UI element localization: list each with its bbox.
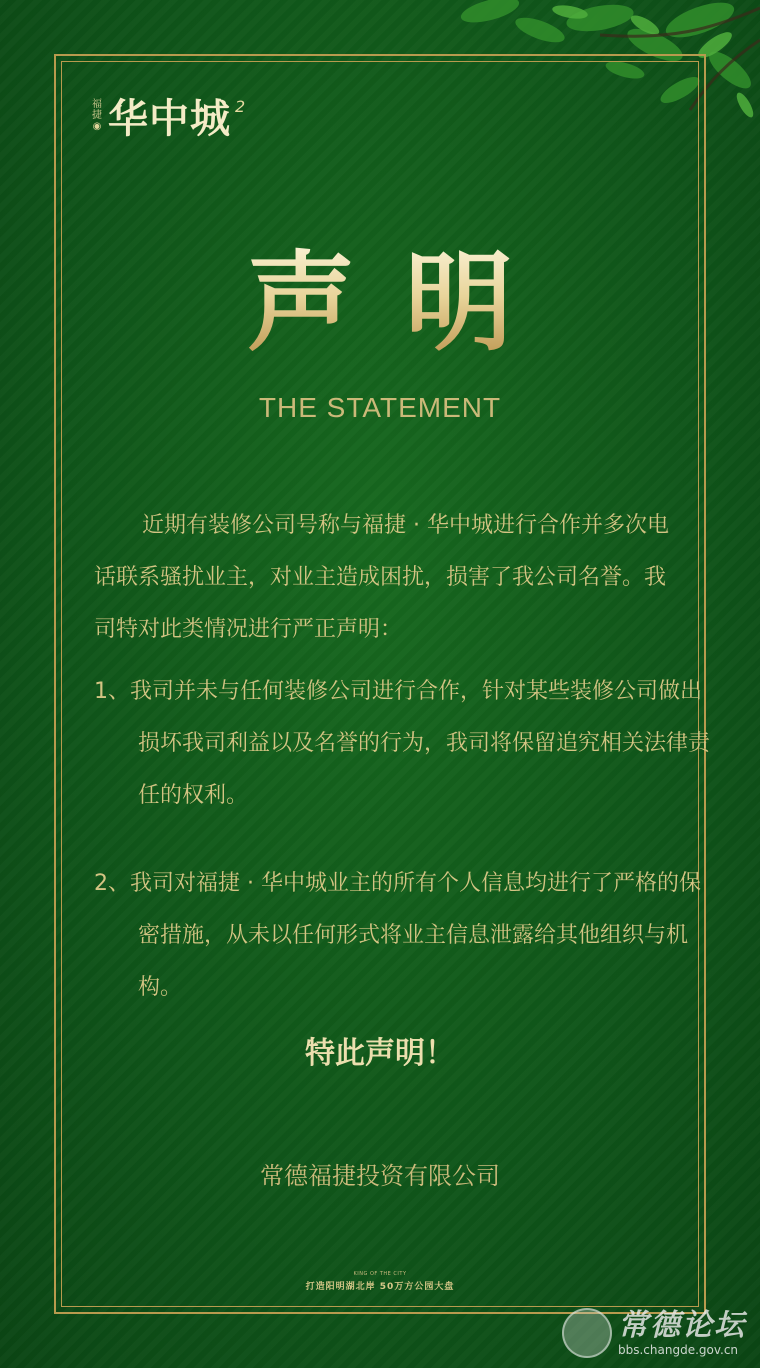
logo-brand-small: 福 捷 ◉: [92, 98, 102, 132]
page-subtitle: THE STATEMENT: [258, 392, 502, 423]
statement-item-1: 1、我司并未与任何装修公司进行合作，针对某些装修公司做出损坏我司利益以及名誉的行为，我司将保留追究相关法律责任的权利。: [94, 679, 711, 808]
watermark-url: bbs.changde.gov.cn: [618, 1343, 739, 1357]
forum-seal-icon: [562, 1308, 612, 1358]
footer-tagline: 打造阳明湖北岸 50万方公园大盘: [305, 1282, 455, 1292]
logo-superscript: 2: [235, 96, 246, 116]
logo-seal-icon: ◉: [92, 120, 102, 132]
company-name: 常德福捷投资有限公司: [260, 1162, 500, 1190]
forum-watermark: [562, 1308, 746, 1358]
closing-statement: 特此声明！: [305, 1036, 455, 1071]
intro-paragraph: 近期有装修公司号称与福捷 · 华中城进行合作并多次电话联系骚扰业主，对业主造成困扰，损害了我公司名誉。我司特对此类情况进行严正声明：: [94, 513, 669, 642]
footer-tagline-small: KING OF THE CITY: [353, 1271, 407, 1277]
brand-logo: [92, 90, 245, 140]
statement-item-2: 2、我司对福捷 · 华中城业主的所有个人信息均进行了严格的保密措施，从未以任何形式将业主信息泄露给其他组织与机构。: [94, 871, 701, 1000]
logo-name: 华中城: [108, 94, 231, 142]
watermark-name: 常德论坛: [618, 1308, 746, 1343]
page-title: 声明: [0, 238, 760, 368]
